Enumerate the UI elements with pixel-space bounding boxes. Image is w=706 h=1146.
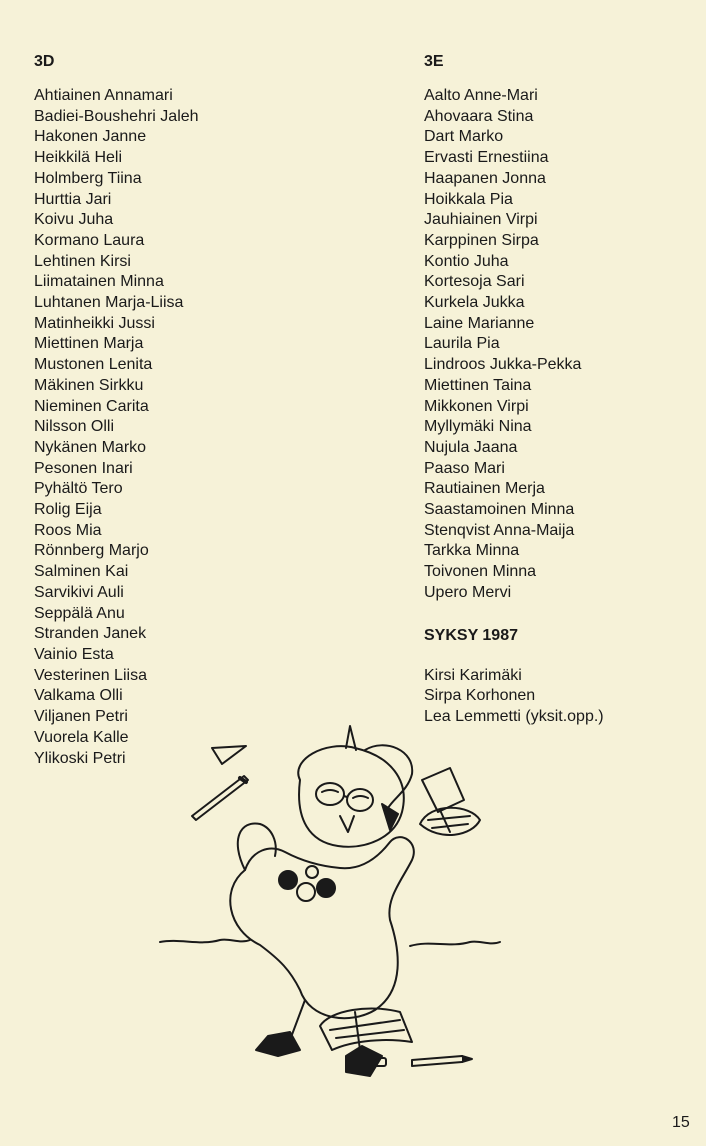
class-3d-name: Nilsson Olli bbox=[34, 418, 115, 436]
class-3d-name: Matinheikki Jussi bbox=[34, 314, 155, 332]
class-3e-name: Nujula Jaana bbox=[424, 438, 518, 456]
class-3e-name: Paaso Mari bbox=[424, 459, 505, 477]
class-3d-name: Hurttia Jari bbox=[34, 190, 112, 208]
class-3e-name: Kortesoja Sari bbox=[424, 273, 525, 291]
class-3e-name: Miettinen Taina bbox=[424, 376, 532, 394]
class-3e-list bbox=[424, 86, 694, 604]
class-3d-name: Roos Mia bbox=[34, 521, 102, 539]
class-3d-name: Lehtinen Kirsi bbox=[34, 252, 131, 270]
owl-graduate-drawing-icon bbox=[150, 720, 510, 1100]
class-3e-name: Toivonen Minna bbox=[424, 563, 537, 581]
class-3d-name: Vesterinen Liisa bbox=[34, 666, 147, 684]
class-3d-name: Sarvikivi Auli bbox=[34, 583, 124, 601]
class-3d-name: Mustonen Lenita bbox=[34, 356, 153, 374]
class-3e-name: Hoikkala Pia bbox=[424, 190, 513, 208]
class-3e-name: Saastamoinen Minna bbox=[424, 501, 575, 519]
class-3d-name: Salminen Kai bbox=[34, 563, 129, 581]
class-3d-name: Ahtiainen Annamari bbox=[34, 87, 173, 104]
class-3d-name: Nykänen Marko bbox=[34, 438, 147, 456]
class-3d-name: Nieminen Carita bbox=[34, 397, 149, 415]
class-3e-name: Ahovaara Stina bbox=[424, 107, 534, 125]
class-3e-name: Jauhiainen Virpi bbox=[424, 211, 538, 229]
class-3e-column bbox=[424, 52, 694, 728]
autumn-1987-list bbox=[424, 666, 694, 728]
class-3d-list bbox=[34, 86, 364, 769]
class-3e-name: Mikkonen Virpi bbox=[424, 397, 529, 415]
class-3e-name: Aalto Anne-Mari bbox=[424, 87, 538, 104]
class-3d-name: Pesonen Inari bbox=[34, 459, 133, 477]
class-3e-name: Haapanen Jonna bbox=[424, 169, 546, 187]
class-3e-name: Karppinen Sirpa bbox=[424, 231, 539, 249]
class-3d-name: Vainio Esta bbox=[34, 645, 114, 663]
class-3d-name: Pyhältö Tero bbox=[34, 480, 123, 498]
class-3e-name: Dart Marko bbox=[424, 128, 504, 146]
class-3d-name: Viljanen Petri bbox=[34, 708, 128, 726]
class-3e-name: Upero Mervi bbox=[424, 583, 512, 601]
class-3e-name: Rautiainen Merja bbox=[424, 480, 545, 498]
class-3e-name: Ervasti Ernestiina bbox=[424, 149, 549, 167]
class-3e-name: Kurkela Jukka bbox=[424, 294, 525, 312]
class-3d-name: Mäkinen Sirkku bbox=[34, 376, 144, 394]
class-3e-name: Myllymäki Nina bbox=[424, 418, 532, 436]
class-3d-name: Koivu Juha bbox=[34, 211, 114, 229]
autumn-1987-name: Kirsi Karimäki bbox=[424, 666, 522, 684]
class-3d-name: Badiei-Boushehri Jaleh bbox=[34, 107, 199, 125]
class-3d-name: Liimatainen Minna bbox=[34, 273, 164, 291]
class-3d-name: Rönnberg Marjo bbox=[34, 542, 149, 560]
class-3e-name: Tarkka Minna bbox=[424, 542, 520, 560]
class-3e-name: Laurila Pia bbox=[424, 335, 500, 353]
autumn-1987-name: Lea Lemmetti (yksit.opp.) bbox=[424, 707, 604, 725]
class-3d-column bbox=[34, 52, 364, 769]
class-3d-name: Stranden Janek bbox=[34, 625, 147, 643]
class-3d-name: Luhtanen Marja-Liisa bbox=[34, 294, 184, 312]
autumn-1987-name: Sirpa Korhonen bbox=[424, 687, 536, 705]
class-3d-name: Miettinen Marja bbox=[34, 335, 144, 353]
class-3d-name: Kormano Laura bbox=[34, 231, 145, 249]
page-number: 15 bbox=[672, 1114, 690, 1131]
class-3d-heading: 3D bbox=[34, 53, 55, 70]
class-3d-name: Ylikoski Petri bbox=[34, 749, 126, 767]
class-3d-name: Valkama Olli bbox=[34, 687, 123, 705]
class-3e-name: Stenqvist Anna-Maija bbox=[424, 521, 575, 539]
autumn-1987-heading: SYKSY 1987 bbox=[424, 626, 518, 644]
class-3d-name: Heikkilä Heli bbox=[34, 149, 123, 167]
class-3d-name: Rolig Eija bbox=[34, 501, 102, 519]
class-3e-name: Laine Marianne bbox=[424, 314, 535, 332]
class-3e-name: Lindroos Jukka-Pekka bbox=[424, 356, 582, 374]
class-3d-name: Vuorela Kalle bbox=[34, 728, 129, 746]
class-3e-name: Kontio Juha bbox=[424, 252, 509, 270]
class-3e-heading: 3E bbox=[424, 53, 444, 70]
class-3d-name: Hakonen Janne bbox=[34, 128, 147, 146]
class-3d-name: Holmberg Tiina bbox=[34, 169, 142, 187]
class-3d-name: Seppälä Anu bbox=[34, 604, 125, 622]
